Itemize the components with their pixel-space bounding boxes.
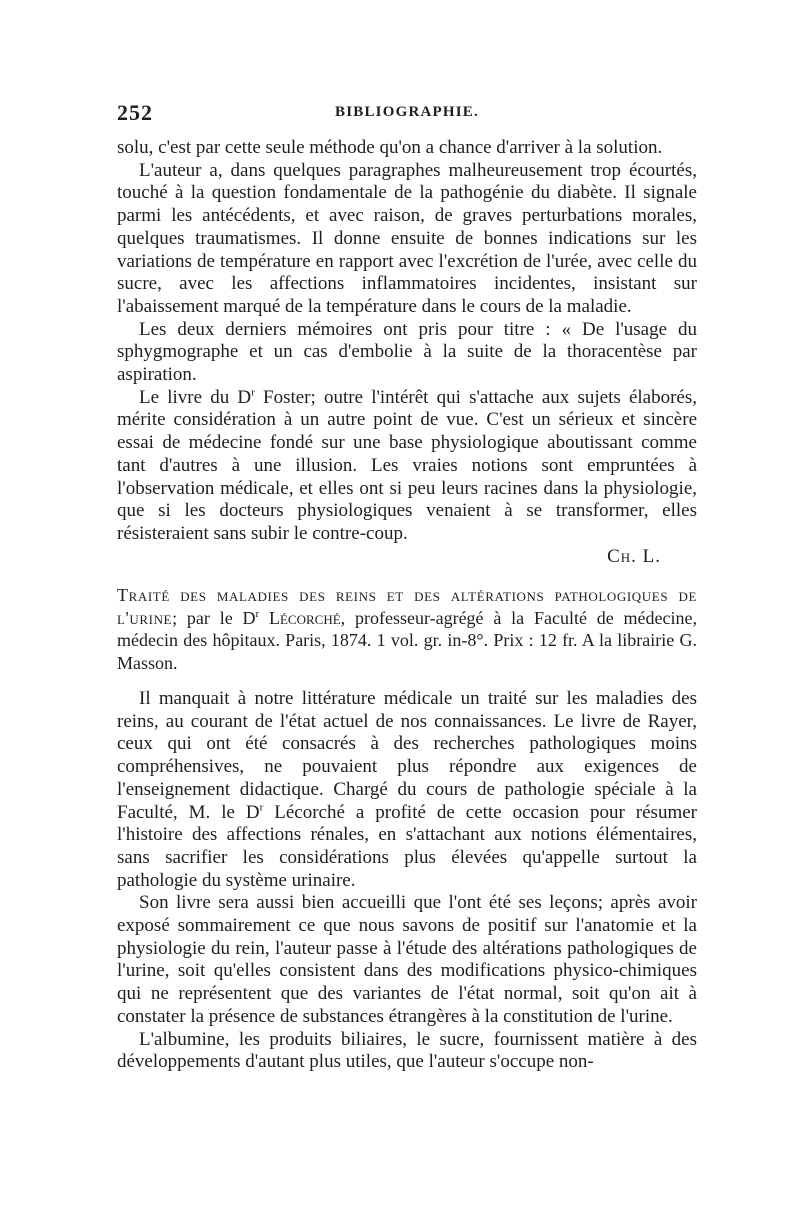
body-text xyxy=(117,137,697,1074)
foster-text-end: Foster; outre l'intérêt qui s'attache aux sujets élaborés, mérite considération à un autre point de vue. C'est un sérieux et sincère essai de médecine fondé sur une base physiologique aboutissant comme tant d'autres à une illusion. Les vraies notions sont empruntées à l'observation médicale, et elles ont si peu leurs racines dans la physiologie, que si les docteurs physiologiques venaient à se transformer, elles résisteraient sans subir le contre-coup. xyxy=(117,386,697,544)
book-title: Traité des maladies des reins et des altérations pathologiques de l'urine xyxy=(117,585,697,628)
reviewer-signature xyxy=(117,546,697,569)
paragraph-pathogeny: L'auteur a, dans quelques paragraphes malheureusement trop écourtés, touché à la question fondamentale de la pathogénie du diabète. Il signale parmi les antécédents, et avec raison, de graves perturbations morales, quelques traumatismes. Il donne ensuite de bonnes indications sur les variations de température en rapport avec l'excrétion de l'urée, avec celle du sucre, avec les affections inflammatoires incidentes, insistant sur l'abaissement marqué de la température dans le cours de la maladie. xyxy=(117,159,697,317)
review-paragraph-contents: Son livre sera aussi bien accueilli que l'ont été ses leçons; après avoir exposé sommairement ce que nous savons de positif sur l'anatomie et la physiologie du rein, l'auteur passe à l'étude des altérations pathologiques de l'urine, soit qu'elles consistent dans des modifications physico-chimiques qui ne représentent que des variantes de l'état normal, soit qu'on ait à constater la présence de substances étrangères à la constitution de l'urine. xyxy=(117,892,697,1027)
book-entry xyxy=(117,584,697,674)
running-title: BIBLIOGRAPHIE. xyxy=(335,104,479,120)
book-details: , professeur-agrégé à la Faculté de médecine, médecin des hôpitaux. Paris, 1874. 1 vol. gr. in-8°. Prix : 12 fr. A la librairie G. Masson. xyxy=(117,607,697,673)
book-by: ; par le D xyxy=(172,607,256,628)
foster-dr-superscript: r xyxy=(251,386,255,399)
foster-text-start: Le livre du D xyxy=(139,386,252,408)
book-dr-superscript: r xyxy=(255,607,260,620)
paragraph-last-memoirs: Les deux derniers mémoires ont pris pour titre : « De l'usage du sphygmographe et un cas d'embolie à la suite de la thoracentèse par aspiration. xyxy=(117,318,697,386)
paragraph-foster-book xyxy=(117,387,697,546)
page-number: 252 xyxy=(117,100,153,125)
review-intro-start: Il manquait à notre littérature médicale un traité sur les maladies des reins, au courant de l'état actuel de nos connaissances. Le livre de Rayer, ceux qui ont été consacrés à des recherches pathologiques moins compréhensives, ne pouvaient plus répondre aux exigences de l'enseignement didactique. Chargé du cours de pathologie spéciale à la Faculté, M. le D xyxy=(117,687,697,823)
review-dr-superscript: r xyxy=(259,801,264,814)
page-header xyxy=(117,100,697,130)
signature-text: Ch. L. xyxy=(607,545,661,567)
review-paragraph-albumin: L'albumine, les produits biliaires, le sucre, fournissent matière à des développements d'autant plus utiles, que l'auteur s'occupe non- xyxy=(117,1028,697,1073)
review-intro-end: Lécorché a profité de cette occasion pour résumer l'histoire des affections rénales, en s'attachant aux notions élémentaires, sans sacrifier les considérations plus élevées qu'appelle surtout la pathologie du système urinaire. xyxy=(117,801,697,891)
book-author: Lécorché xyxy=(269,607,341,628)
paragraph-continuation: solu, c'est par cette seule méthode qu'on a chance d'arriver à la solution. xyxy=(117,137,663,158)
review-paragraph-intro xyxy=(117,688,697,892)
